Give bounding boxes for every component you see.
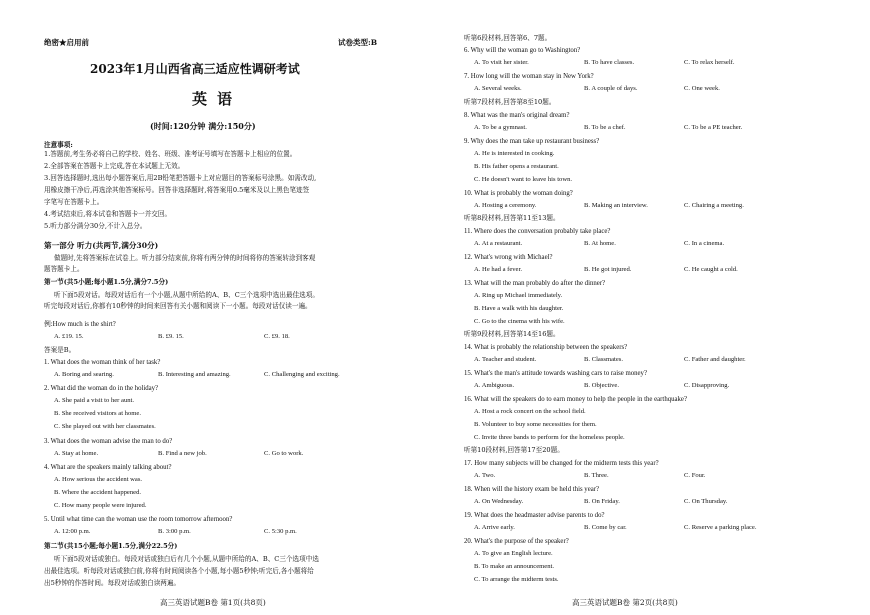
- page-footer: 高三英语试题B卷 第2页(共8页): [572, 598, 678, 607]
- option: A. Teacher and student.: [474, 356, 537, 363]
- question: 5. Until what time can the woman use the room tomorrow afternoon?: [44, 516, 233, 523]
- option: A. Two.: [474, 472, 496, 479]
- listen-heading: 听第6段材料,回答第6、7题。: [464, 34, 552, 42]
- question: 6. Why will the woman go to Washington?: [464, 47, 581, 54]
- option: C. Invite three bands to perform for the homeless people.: [474, 434, 625, 441]
- option: B. Have a walk with his daughter.: [474, 305, 564, 312]
- option: A. Hosting a ceremony.: [474, 202, 537, 209]
- right-page: [462, 0, 862, 615]
- question: 13. What will the man probably do after the dinner?: [464, 280, 606, 287]
- option: C. Father and daughter.: [684, 356, 746, 363]
- exam-info: (时间:120分钟 满分:150分): [150, 121, 256, 131]
- paper-type: 试卷类型:B: [338, 38, 378, 47]
- notes-heading: 注意事项:: [44, 141, 73, 149]
- option: B. To be a chef.: [584, 124, 626, 131]
- section2-intro: 听下面5段对话或独白。每段对话或独白后有几个小题,从题中所给的A、B、C三个选项中选: [54, 555, 319, 563]
- question: 11. Where does the conversation probably take place?: [464, 228, 611, 235]
- example-option: A. £19. 15.: [54, 333, 84, 340]
- note-line: 4.考试结束后,将本试卷和答题卡一并交回。: [44, 210, 172, 218]
- subject-title: 英语: [192, 90, 243, 108]
- option: A. He had a fever.: [474, 266, 522, 273]
- option: C. Challenging and exciting.: [264, 371, 340, 378]
- note-line: 5.听力部分满分30分,不计入总分。: [44, 222, 147, 230]
- option: A. Several weeks.: [474, 85, 522, 92]
- option: C. How many people were injured.: [54, 502, 147, 509]
- option: C. She played out with her classmates.: [54, 423, 156, 430]
- option: B. Come by car.: [584, 524, 627, 531]
- option: C. In a cinema.: [684, 240, 725, 247]
- question: 9. Why does the man take up restaurant business?: [464, 138, 600, 145]
- question: 18. When will the history exam be held this year?: [464, 486, 600, 493]
- secret-mark: 绝密★启用前: [44, 38, 89, 47]
- listen-heading: 听第10段材料,回答第17至20题。: [464, 446, 564, 454]
- question: 1. What does the woman think of her task?: [44, 359, 161, 366]
- question: 12. What's wrong with Michael?: [464, 254, 553, 261]
- option: A. At a restaurant.: [474, 240, 523, 247]
- option: C. On Thursday.: [684, 498, 728, 505]
- question: 10. What is probably the woman doing?: [464, 190, 573, 197]
- option: A. Stay at home.: [54, 450, 99, 457]
- section1-heading: 第一节(共5小题;每小题1.5分,满分7.5分): [44, 278, 169, 286]
- option: B. A couple of days.: [584, 85, 638, 92]
- option: A. Ring up Michael immediately.: [474, 292, 563, 299]
- note-line: 用橡皮擦干净后,再选涂其他答案标号。回答非选择题时,将答案用0.5毫米及以上黑色笔迹签: [44, 186, 310, 194]
- listen-heading: 听第7段材料,回答第8至10题。: [464, 98, 556, 106]
- example-answer: 答案是B。: [44, 346, 76, 354]
- option: B. He got injured.: [584, 266, 632, 273]
- page-footer: 高三英语试题B卷 第1页(共8页): [160, 598, 266, 607]
- option: C. 5:30 p.m.: [264, 528, 297, 535]
- question: 17. How many subjects will be changed for the midterm tests this year?: [464, 460, 659, 467]
- option: A. Host a rock concert on the school field.: [474, 408, 586, 415]
- note-line: 2.全部答案在答题卡上完成,答在本试题上无效。: [44, 162, 185, 170]
- question: 7. How long will the woman stay in New York?: [464, 73, 594, 80]
- question: 15. What's the man's attitude towards washing cars to raise money?: [464, 370, 647, 377]
- option: C. Go to work.: [264, 450, 304, 457]
- option: A. She paid a visit to her aunt.: [54, 397, 135, 404]
- question: 14. What is probably the relationship between the speakers?: [464, 344, 628, 351]
- option: B. Three.: [584, 472, 609, 479]
- option: A. Boring and searing.: [54, 371, 114, 378]
- question: 8. What was the man's original dream?: [464, 112, 570, 119]
- question: 16. What will the speakers do to earn money to help the people in the earthquake?: [464, 396, 687, 403]
- option: A. To visit her sister.: [474, 59, 529, 66]
- option: B. 3:00 p.m.: [158, 528, 191, 535]
- option: B. Find a new job.: [158, 450, 207, 457]
- part1-heading: 第一部分 听力(共两节,满分30分): [44, 241, 159, 250]
- section2-intro: 出5秒钟的作答时间。每段对话或独白读两遍。: [44, 579, 181, 587]
- section1-intro: 听下面5段对话。每段对话后有一个小题,从题中所给的A、B、C三个选项中选出最佳选项。: [54, 291, 319, 299]
- question: 20. What's the purpose of the speaker?: [464, 538, 569, 545]
- option: A. 12:00 p.m.: [54, 528, 91, 535]
- option: A. To give an English lecture.: [474, 550, 553, 557]
- option: C. Four.: [684, 472, 706, 479]
- option: C. He caught a cold.: [684, 266, 738, 273]
- option: C. Go to the cinema with his wife.: [474, 318, 565, 325]
- option: C. Disapproving.: [684, 382, 730, 389]
- option: B. At home.: [584, 240, 616, 247]
- section2-heading: 第二节(共15小题;每小题1.5分,满分22.5分): [44, 542, 178, 550]
- part1-intro: 题答题卡上。: [44, 265, 84, 273]
- option: C. Reserve a parking place.: [684, 524, 757, 531]
- example-option: B. £9. 15.: [158, 333, 184, 340]
- listen-heading: 听第8段材料,回答第11至13题。: [464, 214, 560, 222]
- option: A. Arrive early.: [474, 524, 515, 531]
- option: A. He is interested in cooking.: [474, 150, 555, 157]
- option: C. To be a PE teacher.: [684, 124, 743, 131]
- option: B. To have classes.: [584, 59, 635, 66]
- option: B. Interesting and amazing.: [158, 371, 231, 378]
- option: B. His father opens a restaurant.: [474, 163, 559, 170]
- option: B. Objective.: [584, 382, 619, 389]
- option: C. Chairing a meeting.: [684, 202, 744, 209]
- question: 19. What does the headmaster advise parents to do?: [464, 512, 605, 519]
- option: C. He doesn't want to leave his town.: [474, 176, 573, 183]
- question: 3. What does the woman advise the man to do?: [44, 438, 173, 445]
- note-line: 3.回答选择题时,选出每小题答案后,用2B铅笔把答题卡上对应题目的答案标号涂黑。如需改动,: [44, 174, 317, 182]
- option: B. Making an interview.: [584, 202, 648, 209]
- option: A. To be a gymnast.: [474, 124, 527, 131]
- option: A. Ambiguous.: [474, 382, 515, 389]
- question: 2. What did the woman do in the holiday?: [44, 385, 159, 392]
- option: B. On Friday.: [584, 498, 620, 505]
- example-option: C. £9. 18.: [264, 333, 290, 340]
- section1-intro: 听完每段对话后,你都有10秒钟的时间来回答有关小题和阅读下一小题。每段对话仅读一遍。: [44, 302, 312, 310]
- part1-intro: 做题时,先将答案标在试卷上。听力部分结束前,你将有两分钟的时间将你的答案转涂到客观: [54, 254, 316, 262]
- option: B. She received visitors at home.: [54, 410, 141, 417]
- option: A. On Wednesday.: [474, 498, 524, 505]
- left-page: [40, 0, 440, 615]
- section2-intro: 出最佳选项。听每段对话或独白前,你将有时间阅读各个小题,每小题5秒钟;听完后,各小题将给: [44, 567, 314, 575]
- option: C. To relax herself.: [684, 59, 735, 66]
- option: C. One week.: [684, 85, 720, 92]
- option: B. Volunteer to buy some necessities for them.: [474, 421, 597, 428]
- question: 4. What are the speakers mainly talking about?: [44, 464, 172, 471]
- note-line: 字笔写在答题卡上。: [44, 198, 104, 206]
- option: B. Classmates.: [584, 356, 624, 363]
- option: A. How serious the accident was.: [54, 476, 143, 483]
- example-question: 例:How much is the shirt?: [44, 321, 116, 328]
- option: C. To arrange the midterm tests.: [474, 576, 559, 583]
- option: B. Where the accident happened.: [54, 489, 142, 496]
- exam-title: 2023年1月山西省高三适应性调研考试: [90, 62, 300, 76]
- note-line: 1.答题前,考生务必将自己的学校、姓名、班级、准考证号填写在答题卡上相应的位置。: [44, 150, 297, 158]
- option: B. To make an announcement.: [474, 563, 554, 570]
- listen-heading: 听第9段材料,回答第14至16题。: [464, 330, 560, 338]
